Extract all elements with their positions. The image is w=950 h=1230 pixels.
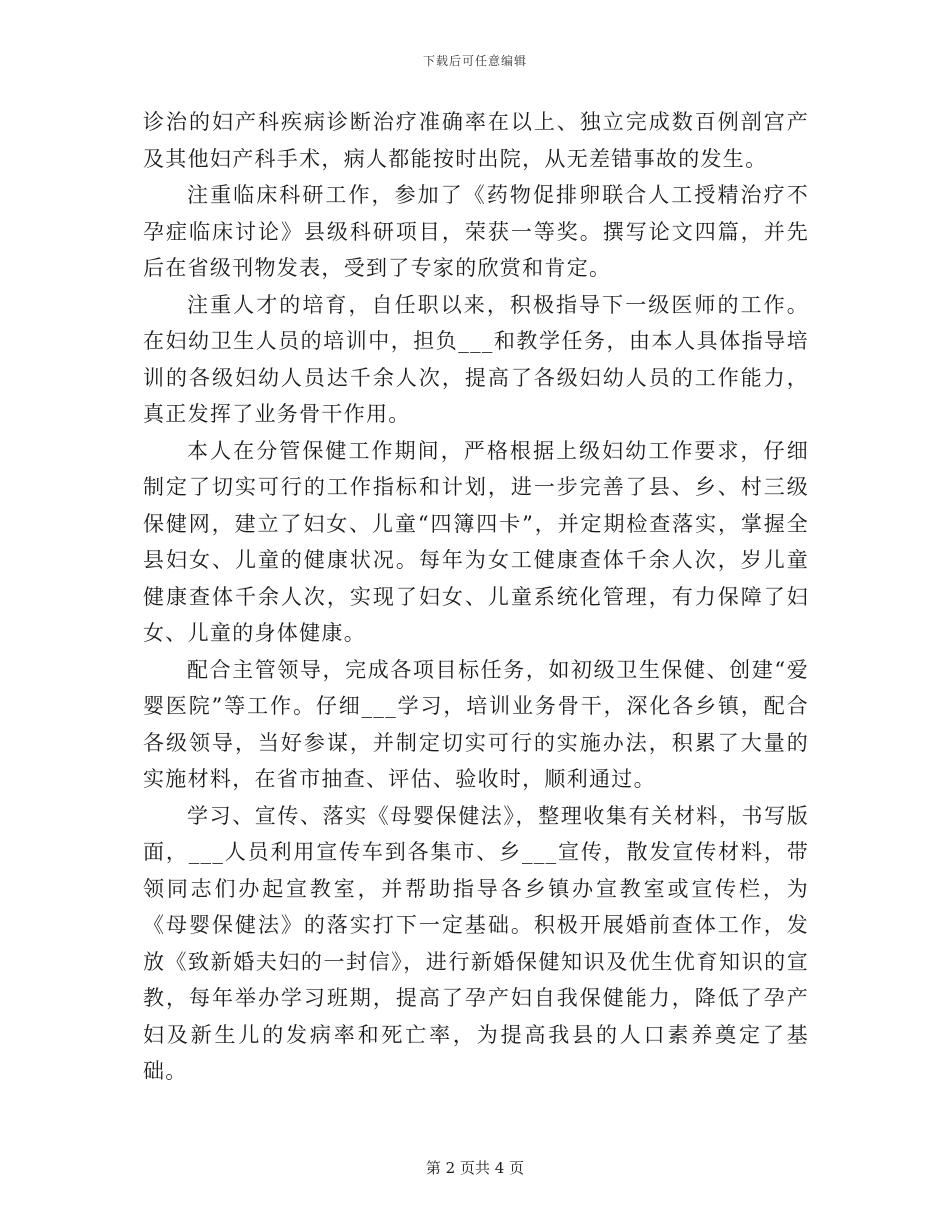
paragraph-1: 诊治的妇产科疾病诊断治疗准确率在以上、独立完成数百例剖宫产及其他妇产科手术，病人都能按时出院，从无差错事故的发生。: [143, 110, 809, 171]
page-footer: 第 2 页共 4 页: [425, 1159, 525, 1177]
paragraph-3: 注重人才的培育，自任职以来，积极指导下一级医师的工作。在妇幼卫生人员的培训中，担负___和教学任务，由本人具体指导培训的各级妇幼人员达千余人次，提高了各级妇幼人员的工作能力，真正发挥了业务骨干作用。: [143, 292, 809, 426]
paragraph-2: 注重临床科研工作，参加了《药物促排卵联合人工授精治疗不孕症临床讨论》县级科研项目，荣获一等奖。撰写论文四篇，并先后在省级刊物发表，受到了专家的欣赏和肯定。: [143, 183, 809, 280]
paragraph-4: 本人在分管保健工作期间，严格根据上级妇幼工作要求，仔细制定了切实可行的工作指标和计划，进一步完善了县、乡、村三级保健网，建立了妇女、儿童“四簿四卡”，并定期检查落实，掌握全县妇女、儿童的健康状况。每年为女工健康查体千余人次，岁儿童健康查体千余人次，实现了妇女、儿童系统化管理，有力保障了妇女、儿童的身体健康。: [143, 438, 809, 645]
page-header: 下载后可任意编辑: [422, 54, 527, 68]
document-body: [143, 104, 809, 1090]
paragraph-5: 配合主管领导，完成各项目标任务，如初级卫生保健、创建“爱婴医院”等工作。仔细___学习，培训业务骨干，深化各乡镇，配合各级领导，当好参谋，并制定切实可行的实施办法，积累了大量的实施材料，在省市抽查、评估、验收时，顺利通过。: [143, 657, 809, 791]
paragraph-6: 学习、宣传、落实《母婴保健法》，整理收集有关材料，书写版面，___人员利用宣传车到各集市、乡___宣传，散发宣传材料，带领同志们办起宣教室，并帮助指导各乡镇办宣教室或宣传栏，为《母婴保健法》的落实打下一定基础。积极开展婚前查体工作，发放《致新婚夫妇的一封信》，进行新婚保健知识及优生优育知识的宣教，每年举办学习班期，提高了孕产妇自我保健能力，降低了孕产妇及新生儿的发病率和死亡率，为提高我县的人口素养奠定了基础。: [143, 803, 809, 1083]
